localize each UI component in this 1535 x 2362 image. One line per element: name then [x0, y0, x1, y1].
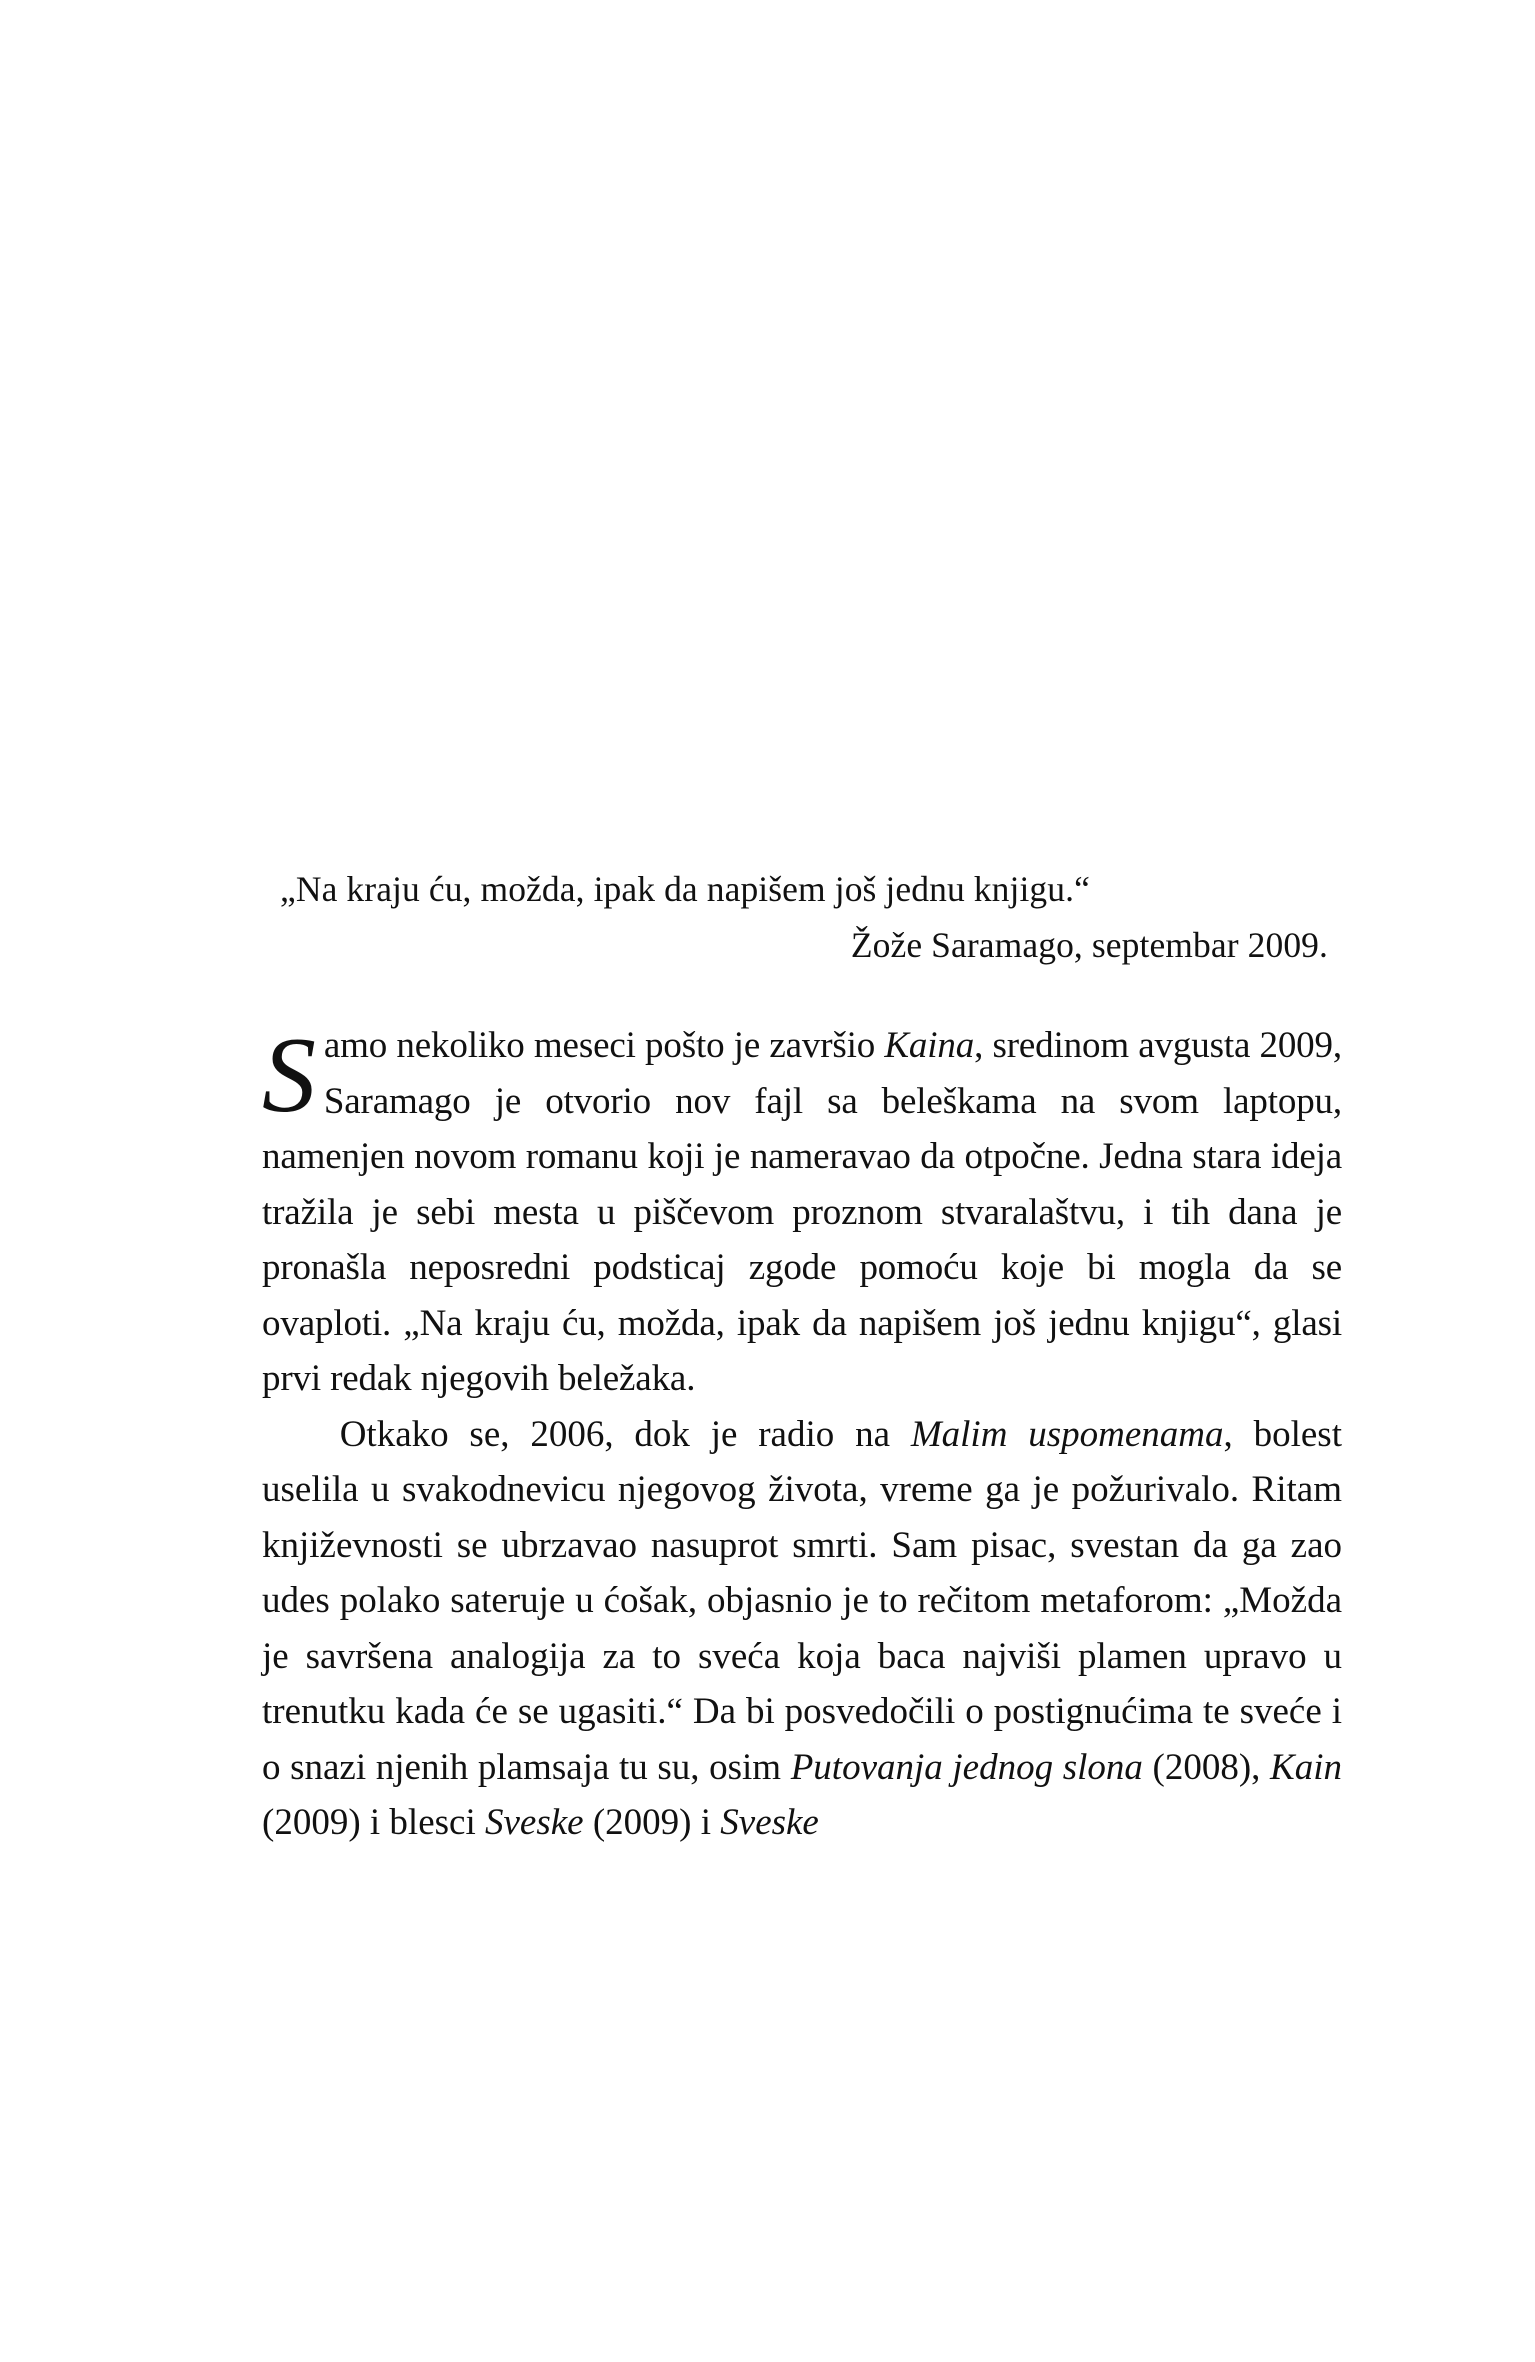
paragraph-1-segment-3: , sredinom avgusta 2009, Saramago je otvorio nov fajl sa beleškama na svom laptopu, namenjen novom romanu koji je nameravao da otpočne. Jedna stara ideja tražila je sebi mesta u piščevom proznom stvaralaštvu, i tih dana je pronašla neposredni podsticaj zgode pomoću koje bi mogla da se ovaploti. „Na kraju ću, možda, ipak da napišem još jednu knjigu“, glasi prvi redak njegovih beležaka. [262, 1025, 1342, 1399]
paragraph-2-title-putovanja-jednog-slona: Putovanja jednog slona [790, 1746, 1143, 1788]
epigraph [262, 862, 1342, 972]
paragraph-2-title-sveske-2: Sveske [720, 1802, 819, 1843]
body-copy [262, 1018, 1342, 1851]
text-block [262, 862, 1342, 1851]
paragraph-2-segment-9: (2009) i [583, 1802, 721, 1843]
paragraph-2-title-sveske-1: Sveske [484, 1802, 584, 1843]
paragraph-2-segment-1: Otkako se, 2006, dok je radio na [339, 1413, 911, 1455]
paragraph-2-title-kain: Kain [1270, 1746, 1342, 1788]
paragraph-2-segment-5: (2008), [1142, 1746, 1271, 1788]
paragraph-2-segment-7: (2009) i blesci [262, 1802, 485, 1843]
epigraph-attribution: Žože Saramago, septembar 2009. [850, 925, 1328, 965]
paragraph-2-segment-3: , bolest uselila u svakodnevicu njegovog života, vreme ga je požurivalo. Ritam književnosti se ubrzavao nasuprot smrti. Sam pisac, svestan da ga zao udes polako sateruje u ćošak, objasnio je to rečitom metaforom: „Možda je savršena analogija za to sveća koja baca najviši plamen upravo u trenutku kada će se ugasiti.“ Da bi posvedočili o postignućima te sveće i o snazi njenih plamsaja tu su, osim [262, 1413, 1342, 1788]
paragraph-2-title-malim-uspomenama: Malim uspomenama [910, 1413, 1224, 1455]
epigraph-quote: „Na kraju ću, možda, ipak da napišem još jednu knjigu.“ [280, 869, 1090, 909]
paragraph-1-title-kaina: Kaina [884, 1025, 975, 1066]
paragraph-second [262, 1407, 1342, 1851]
paragraph-first [262, 1018, 1342, 1407]
paragraph-1-segment-1: amo nekoliko meseci pošto je završio [323, 1025, 885, 1066]
drop-cap-letter: S [262, 1016, 316, 1135]
